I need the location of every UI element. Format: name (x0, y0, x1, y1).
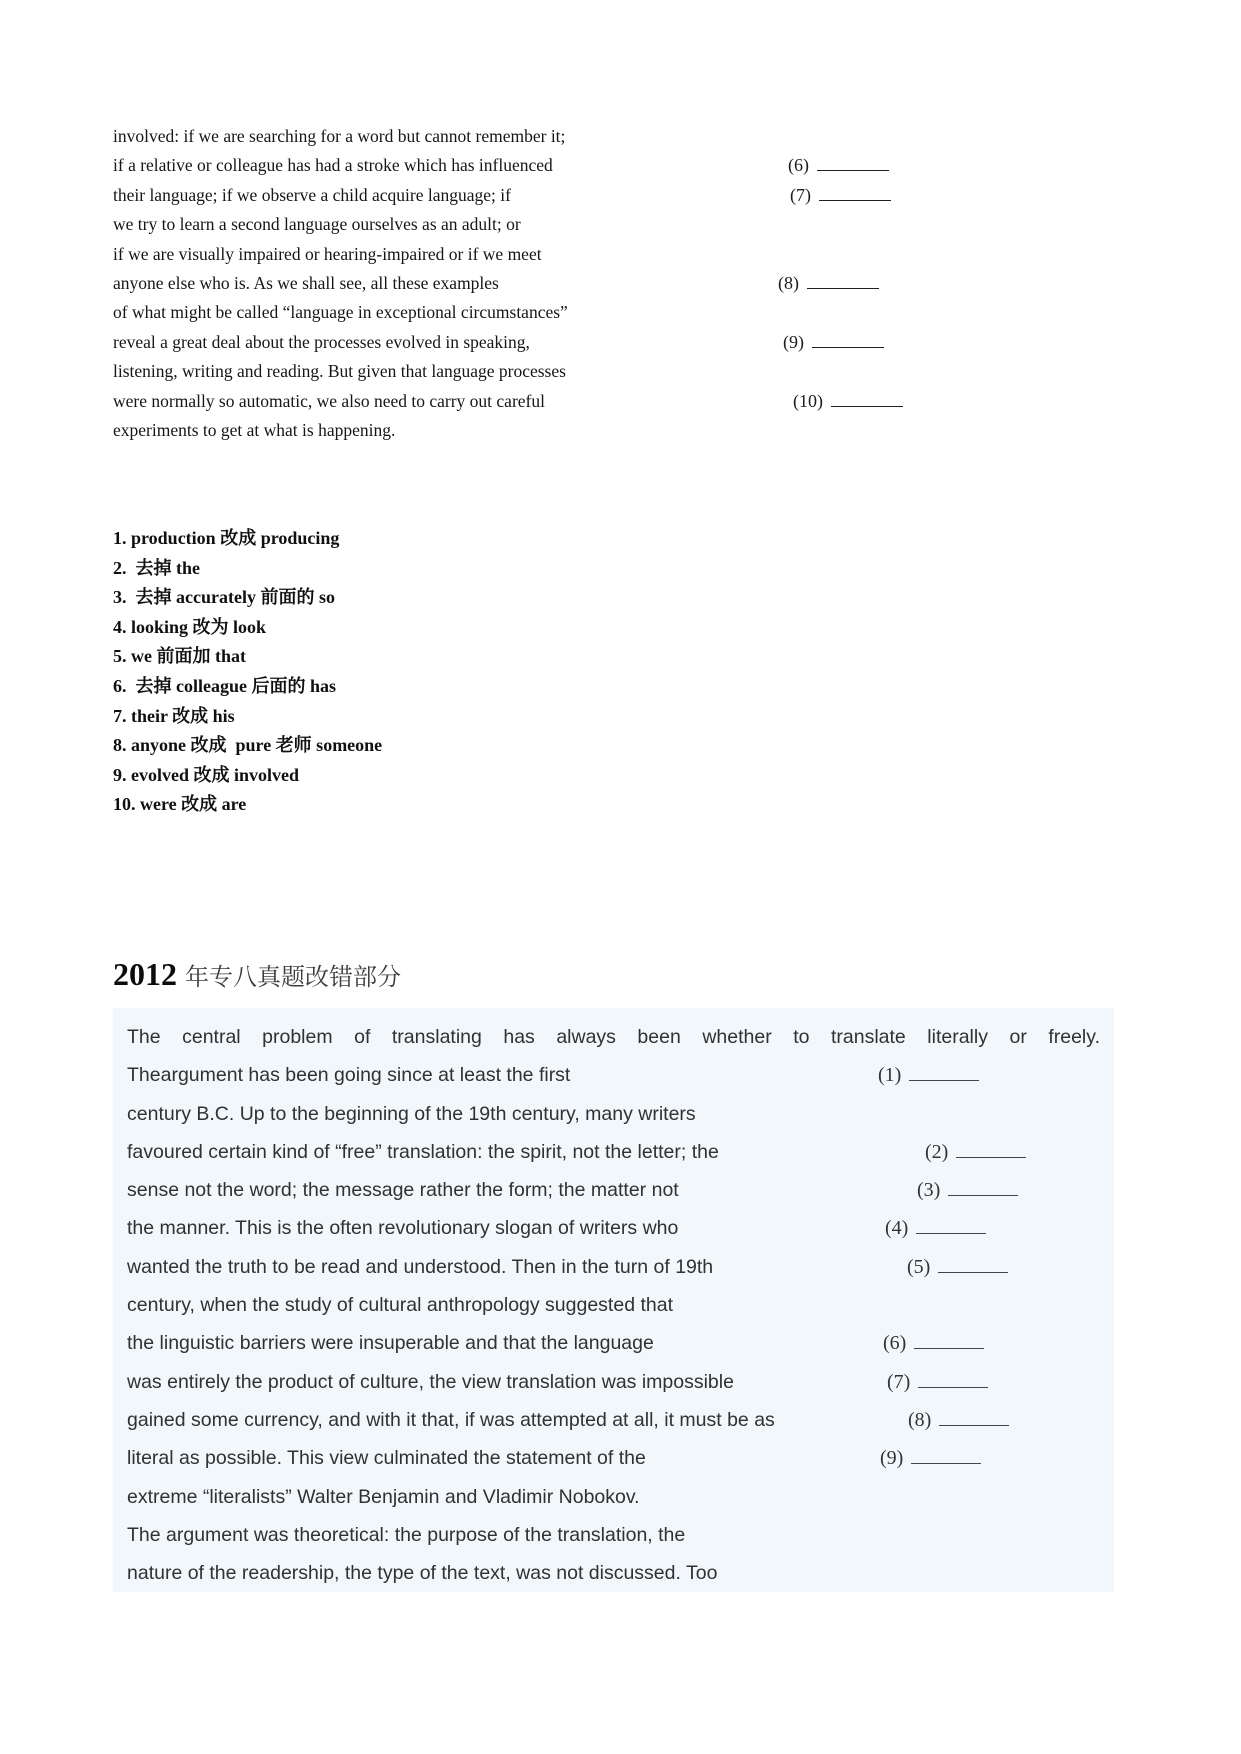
passage-line (113, 181, 1113, 210)
passage-line (113, 210, 1113, 239)
blank-underline (819, 185, 891, 201)
passage-line-text: experiments to get at what is happening. (113, 419, 396, 440)
answer-item: 10. were 改成 are (113, 794, 247, 815)
blank-5 (907, 1248, 1008, 1286)
passage-line (113, 269, 1113, 298)
blank-label: (10) (793, 390, 823, 411)
blank-label: (7) (790, 184, 811, 205)
passage-line (127, 1516, 1100, 1554)
passage-line-text: Theargument has been going since at least the first (127, 1064, 571, 1087)
answer-item: 4. looking 改为 look (113, 616, 267, 637)
passage2-highlight-block (113, 1008, 1114, 1592)
blank-underline (938, 1257, 1008, 1273)
blank-6 (788, 151, 889, 180)
passage-line (127, 1171, 1100, 1209)
blank-label: (1) (878, 1064, 902, 1087)
blank-2 (925, 1133, 1026, 1171)
passage-line-text: favoured certain kind of “free” translation: the spirit, not the letter; the (127, 1140, 719, 1163)
blank-1 (878, 1056, 979, 1094)
blank-7 (790, 181, 891, 210)
blank-underline (916, 1218, 986, 1234)
answer-item: 1. production 改成 producing (113, 528, 340, 548)
passage-line-text: were normally so automatic, we also need to carry out careful (113, 390, 545, 411)
answer-item: 7. their 改成 his (113, 705, 235, 726)
answer-list (113, 524, 913, 820)
passage-line-text: the linguistic barriers were insuperable and that the language (127, 1332, 654, 1355)
blank-underline (956, 1142, 1026, 1158)
blank-label: (9) (783, 331, 804, 352)
passage-line (127, 1056, 1100, 1094)
passage-line (113, 328, 1113, 357)
heading-title: 年专八真题改错部分 (185, 965, 401, 991)
blank-3 (917, 1171, 1018, 1209)
heading-year: 2012 (113, 956, 177, 992)
passage-line-text: the manner. This is the often revolutionary slogan of writers who (127, 1217, 679, 1240)
passage-line (127, 1439, 1100, 1477)
passage-line (127, 1018, 1100, 1056)
passage-line-text: wanted the truth to be read and understood. Then in the turn of 19th (127, 1255, 714, 1278)
blank-underline (939, 1410, 1009, 1426)
blank-label: (9) (880, 1447, 904, 1470)
blank-label: (8) (908, 1408, 932, 1431)
blank-label: (6) (788, 155, 809, 176)
passage-line-text: The argument was theoretical: the purpose of the translation, the (127, 1523, 686, 1546)
passage-line (113, 151, 1113, 180)
blank-8 (908, 1401, 1009, 1439)
passage-line-text: if we are visually impaired or hearing-impaired or if we meet (113, 243, 542, 264)
passage-line (113, 357, 1113, 386)
blank-underline (807, 273, 879, 289)
passage-line-text: sense not the word; the message rather the form; the matter not (127, 1179, 679, 1202)
passage-line (127, 1554, 1100, 1592)
passage-line-text: their language; if we observe a child acquire language; if (113, 184, 511, 205)
blank-label: (5) (907, 1255, 931, 1278)
passage-line-text: reveal a great deal about the processes evolved in speaking, (113, 331, 530, 352)
answer-item: 3. 去掉 accurately 前面的 so (113, 587, 335, 608)
answer-item: 9. evolved 改成 involved (113, 764, 300, 785)
answer-item: 5. we 前面加 that (113, 646, 246, 667)
blank-underline (909, 1065, 979, 1081)
answer-item: 2. 去掉 the (113, 557, 200, 578)
passage-line (127, 1095, 1100, 1133)
passage-line-text: gained some currency, and with it that, if was attempted at all, it must be as (127, 1408, 775, 1431)
blank-underline (911, 1448, 981, 1464)
blank-underline (812, 332, 884, 348)
passage-line (113, 122, 1113, 151)
passage1 (113, 122, 1113, 445)
blank-underline (831, 391, 903, 407)
blank-underline (918, 1372, 988, 1388)
blank-label: (8) (778, 272, 799, 293)
passage-line (127, 1363, 1100, 1401)
blank-underline (817, 155, 889, 171)
passage-line (113, 240, 1113, 269)
passage-line-text: century B.C. Up to the beginning of the 19th century, many writers (127, 1102, 696, 1125)
passage-line (127, 1209, 1100, 1247)
passage-line-text: anyone else who is. As we shall see, all these examples (113, 272, 499, 293)
passage-line (113, 416, 1113, 445)
passage-line (127, 1324, 1100, 1362)
passage-line-text: The central problem of translating has always been whether to translate literally or freely. (127, 1026, 1100, 1048)
passage-line-text: nature of the readership, the type of the text, was not discussed. Too (127, 1562, 718, 1585)
answer-item: 6. 去掉 colleague 后面的 has (113, 675, 336, 696)
blank-underline (948, 1180, 1018, 1196)
passage-line (113, 387, 1113, 416)
blank-label: (4) (885, 1217, 909, 1240)
passage-line (127, 1248, 1100, 1286)
section-heading (113, 952, 401, 996)
passage-line-text: involved: if we are searching for a word but cannot remember it; (113, 126, 566, 146)
passage-line-text: if a relative or colleague has had a stroke which has influenced (113, 155, 553, 176)
passage-line (127, 1401, 1100, 1439)
blank-underline (914, 1333, 984, 1349)
passage-line-text: of what might be called “language in exceptional circumstances” (113, 302, 568, 323)
blank-9 (783, 328, 884, 357)
passage-line-text: listening, writing and reading. But given that language processes (113, 361, 566, 382)
blank-7 (887, 1363, 988, 1401)
blank-10 (793, 387, 903, 416)
passage-line (127, 1286, 1100, 1324)
passage-line-text: we try to learn a second language ourselves as an adult; or (113, 214, 521, 235)
blank-label: (7) (887, 1370, 911, 1393)
passage-line-text: was entirely the product of culture, the view translation was impossible (127, 1370, 734, 1393)
blank-8 (778, 269, 879, 298)
passage-line (127, 1478, 1100, 1516)
passage-line-text: century, when the study of cultural anthropology suggested that (127, 1294, 673, 1317)
passage-line (127, 1133, 1100, 1171)
blank-label: (2) (925, 1140, 949, 1163)
passage-line-text: literal as possible. This view culminated the statement of the (127, 1447, 646, 1470)
passage-line (113, 298, 1113, 327)
blank-label: (6) (883, 1332, 907, 1355)
blank-label: (3) (917, 1179, 941, 1202)
answer-item: 8. anyone 改成 pure 老师 someone (113, 735, 383, 756)
blank-9 (880, 1439, 981, 1477)
blank-4 (885, 1209, 986, 1247)
blank-6 (883, 1324, 984, 1362)
passage-line-text: extreme “literalists” Walter Benjamin and Vladimir Nobokov. (127, 1485, 640, 1508)
